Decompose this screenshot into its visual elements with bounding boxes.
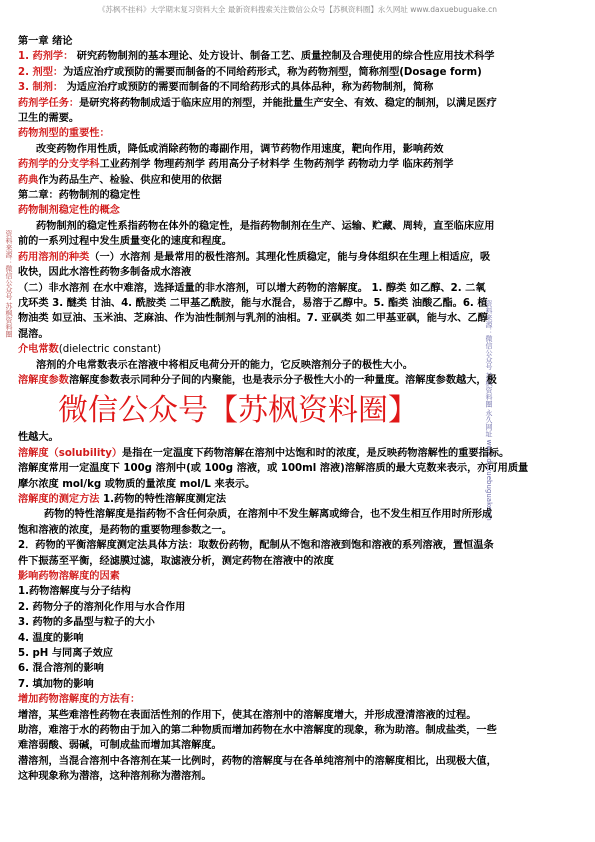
intrinsic-solubility-cont: 饱和溶液的浓度，是药物的重要物理参数之一。	[18, 524, 232, 536]
chapter-1-title: 第一章 绪论	[18, 36, 73, 47]
page-header: 《苏枫不挂科》大学期末复习资料大全 最新资料搜索关注微信公众号【苏枫资料圈】永久网址 www.daxuebuguake.cn	[97, 5, 498, 14]
factor-5: 5. pH 与同离子效应	[18, 648, 113, 660]
solubility-units: 溶解度常用一定温度下 100g 溶剂中(或 100g 溶液，或 100ml 溶液)溶解溶质的最大克数来表示，亦可用质量	[18, 463, 529, 475]
solubility-def: 溶解度（solubility）是指在一定温度下药物溶解在溶剂中达饱和时的浓度，是反映药物溶解性的重要指标。	[18, 447, 510, 459]
solvent-types-cont: 收快，因此水溶性药物多制备成水溶液	[18, 267, 192, 279]
cosolvency-cont: 这种现象称为潜溶，这种溶剂称为潜溶剂。	[18, 771, 212, 783]
factor-3: 3. 药物的多晶型与粒子的大小	[18, 617, 155, 629]
non-aqueous-solvents-2: 戊环类 3. 醚类 甘油、4. 酰胺类 二甲基乙酰胺，能与水混合，易溶于乙醇中。5. 酯类 油酸乙酯。6. 植	[18, 297, 488, 309]
cosolvency: 潜溶剂，当混合溶剂中各溶剂在某一比例时，药物的溶解度与在各单纯溶剂中的溶解度相比，出现极大值，	[18, 755, 497, 767]
equilibrium-solubility-cont: 件下振荡至平衡，经滤膜过滤，取滤液分析，测定药物在溶液中的浓度	[18, 555, 334, 567]
solubility-parameter: 溶解度参数溶解度参数表示同种分子间的内聚能，也是表示分子极性大小的一种量度。溶解度参数越大，极	[18, 374, 497, 386]
def-pharmaceutics: 1. 药剂学： 研究药物制剂的基本理论、处方设计、制备工艺、质量控制及合理使用的综合性应用技术科学	[18, 51, 495, 63]
solubility-methods: 溶解度的测定方法 1.药物的特性溶解度测定法	[18, 493, 227, 505]
factor-7: 7. 填加物的影响	[18, 678, 94, 690]
watermark-text: 微信公众号【苏枫资料圈】	[58, 393, 418, 428]
def-dosage-form: 2. 剂型：为适应治疗或预防的需要而制备的不同给药形式，称为药物剂型，简称剂型(Dosage form)	[18, 66, 482, 78]
non-aqueous-solvents-3: 物油类 如豆油、玉米油、芝麻油、作为油性制剂与乳剂的油相。7. 亚砜类 如二甲基亚砜，能与水、乙醇	[18, 313, 488, 325]
stability-concept-heading: 药物制剂稳定性的概念	[18, 205, 120, 217]
branch-disciplines: 药剂学的分支学科工业药剂学 物理药剂学 药用高分子材料学 生物药剂学 药物动力学 临床药剂学	[18, 159, 454, 171]
factor-6: 6. 混合溶剂的影响	[18, 663, 104, 675]
non-aqueous-solvents-4: 混溶。	[18, 328, 49, 340]
intrinsic-solubility: 药物的特性溶解度是指药物不含任何杂质，在溶剂中不发生解离或缔合，也不发生相互作用时所形成	[44, 509, 493, 521]
dosage-form-importance: 改变药物作用性质，降低或消除药物的毒副作用，调节药物作用速度，靶向作用，影响药效	[36, 143, 444, 155]
def-preparation: 3. 制剂： 为适应治疗或预防的需要而制备的不同给药形式的具体品种，称为药物制剂，简称	[18, 82, 434, 94]
dielectric-constant-heading: 介电常数(dielectric constant)	[18, 344, 162, 356]
dielectric-constant: 溶剂的介电常数表示在溶液中将相反电荷分开的能力，它反映溶剂分子的极性大小。	[36, 359, 413, 371]
solubility-parameter-cont: 性越大。	[18, 432, 59, 444]
increase-solubility-heading: 增加药物溶解度的方法有：	[18, 694, 141, 706]
factor-2: 2. 药物分子的溶剂化作用与水合作用	[18, 601, 186, 613]
stability-concept: 药物制剂的稳定性系指药物在体外的稳定性，是指药物制剂在生产、运输、贮藏、周转，直至临床应用	[36, 220, 495, 232]
left-side-watermark: 资料来源：微信公众号 苏枫资料圈	[5, 230, 13, 338]
solubilization: 增溶，某些难溶性药物在表面活性剂的作用下，使其在溶剂中的溶解度增大，并形成澄清溶液的过程。	[18, 709, 477, 721]
solvent-types: 药用溶剂的种类（一）水溶剂 是最常用的极性溶剂。其理化性质稳定，能与身体组织在生理上相适应，吸	[18, 251, 491, 263]
pharmacopoeia: 药典作为药品生产、检验、供应和使用的依据	[18, 174, 222, 186]
pharmaceutics-task-cont: 卫生的需要。	[18, 113, 80, 125]
stability-concept-cont: 前的一系列过程中发生质量变化的速度和程度。	[18, 236, 232, 248]
factors-heading: 影响药物溶解度的因素	[18, 571, 120, 582]
right-side-watermark: 资料来源：微信公众号 苏枫资料圈 永久网址 www.daxuebuguake.cn	[485, 300, 493, 521]
equilibrium-solubility: 2．药物的平衡溶解度测定法具体方法：取数份药物，配制从不饱和溶液到饱和溶液的系列溶液，置恒温条	[18, 540, 494, 552]
pharmaceutics-task: 药剂学任务：是研究将药物制成适于临床应用的剂型，并能批量生产安全、有效、稳定的制剂，以满足医疗	[18, 97, 497, 109]
chapter-2-title: 第二章：药物制剂的稳定性	[18, 190, 141, 202]
factor-4: 4. 温度的影响	[18, 632, 84, 644]
solubility-units-cont: 摩尔浓度 mol/kg 或物质的量浓度 mol/L 来表示。	[18, 478, 256, 490]
non-aqueous-solvents: （二）非水溶剂 在水中难溶，选择适量的非水溶剂，可以增大药物的溶解度。 1. 醇类 如乙醇、2. 二氧	[18, 282, 486, 294]
dosage-form-importance-heading: 药物剂型的重要性：	[18, 128, 110, 140]
hydrotropy-cont: 难溶弱酸、弱碱，可制成盐而增加其溶解度。	[18, 740, 222, 752]
hydrotropy: 助溶，难溶于水的药物由于加入的第二种物质而增加药物在水中溶解度的现象，称为助溶。制成盐类，一些	[18, 725, 497, 737]
factor-1: 1.药物溶解度与分子结构	[18, 586, 131, 598]
